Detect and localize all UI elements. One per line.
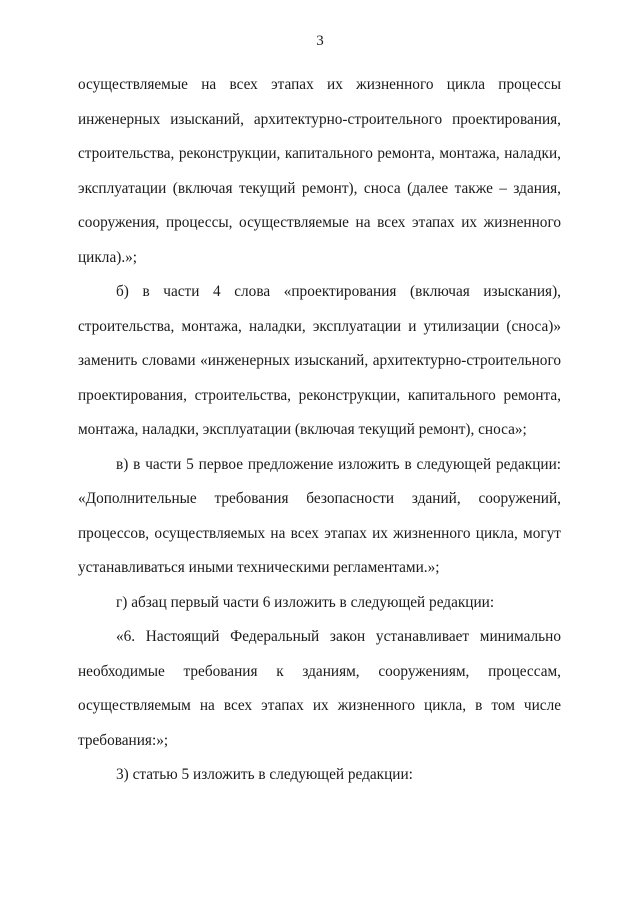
- paragraph-item-b: б) в части 4 слова «проектирования (включая изыскания), строительства, монтажа, наладки, эксплуатации и утилизации (сноса)» заменить словами «инженерных изысканий, архитектурно-строительного проектирования, строительства, реконструкции, капитального ремонта, монтажа, наладки, эксплуатации (включая текущий ремонт), сноса»;: [78, 283, 561, 438]
- paragraph-item-3: 3) статью 5 изложить в следующей редакции:: [116, 766, 413, 783]
- paragraph-continuation: осуществляемые на всех этапах их жизненного цикла процессы инженерных изысканий, архитектурно-строительного проектирования, строительства, реконструкции, капитального ремонта, монтажа, наладки, эксплуатации (включая текущий ремонт), сноса (далее также – здания, сооружения, процессы, осуществляемые на всех этапах их жизненного цикла).»;: [78, 76, 561, 266]
- paragraph-item-g: г) абзац первый части 6 изложить в следующей редакции:: [116, 593, 495, 611]
- document-body: [78, 68, 561, 793]
- paragraph-item-v: в) в части 5 первое предложение изложить в следующей редакции: «Дополнительные требования безопасности зданий, сооружений, процессов, осуществляемых на всех этапах их жизненного цикла, могут устанавливаться иными техническими регламентами.»;: [78, 455, 561, 576]
- page-number: 3: [316, 33, 324, 49]
- paragraph-quote-6: «6. Настоящий Федеральный закон устанавливает минимально необходимые требования к зданиям, сооружениям, процессам, осуществляемым на всех этапах их жизненного цикла, в том числе требования:»;: [78, 628, 561, 749]
